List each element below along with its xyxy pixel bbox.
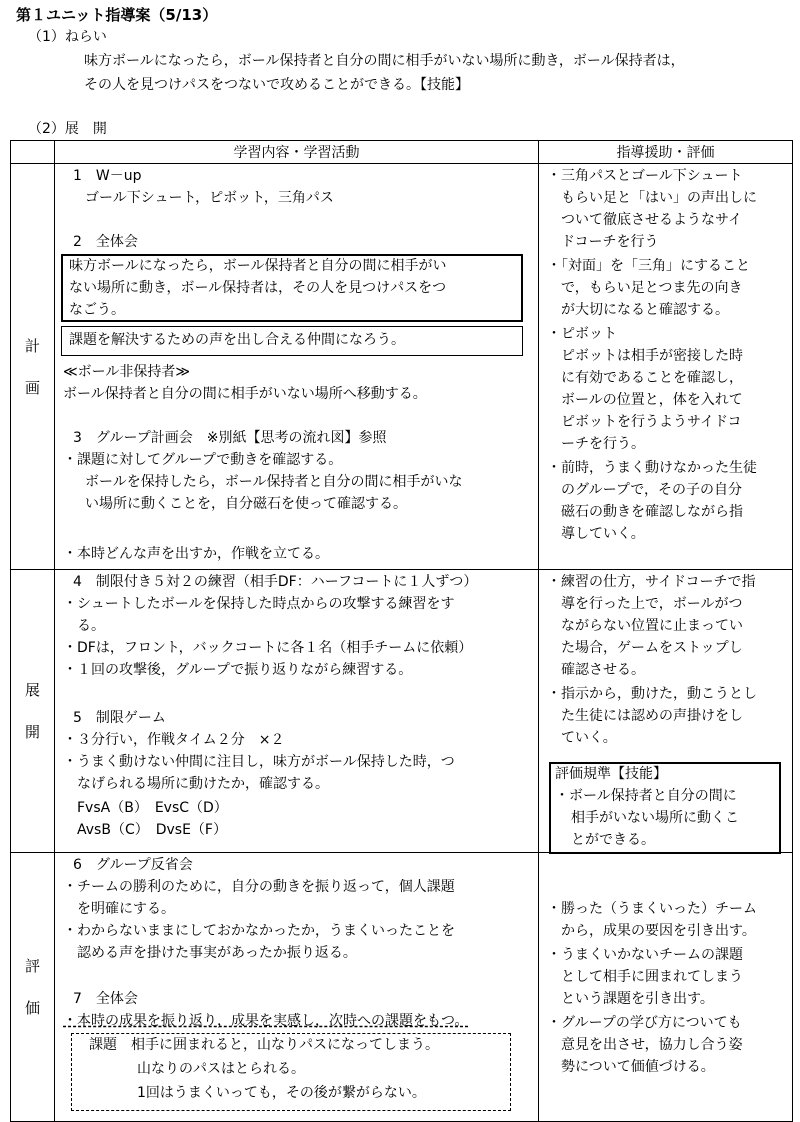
develop-content-line: ・うまく動けない仲間に注目し，味方がボール保持した時，つ <box>63 754 455 770</box>
evaluation-criteria-line: 相手がいない場所に動くこ <box>571 810 739 826</box>
plan-content-line: ゴール下シュート，ピボット，三角パス <box>85 190 334 206</box>
goal-line: 味方ボールになったら，ボール保持者と自分の間に相手がい <box>69 258 447 274</box>
plan-support-line: ピボットは相手が密接した時 <box>561 348 743 364</box>
evaluation-criteria-line: 評価規準【技能】 <box>555 766 667 782</box>
develop-support-line: 導を行った上で，ボールがつ <box>561 596 743 612</box>
phase-develop-char-2: 開 <box>24 723 40 741</box>
plan-support-line: ついて徹底させるようなサイ <box>561 212 743 228</box>
develop-content-line: FvsA（B） EvsC（D） <box>77 800 228 816</box>
task-line: 課題を解決するための声を出し合える仲間になろう。 <box>69 332 405 348</box>
plan-support-line: ・ピボット <box>547 326 617 342</box>
evaluate-content-line: ・チームの勝利のために，自分の動きを振り返って，個人課題 <box>63 879 455 895</box>
evaluate-support-line: ・グループの学び方についても <box>547 1015 742 1031</box>
plan-content-line: ・本時どんな声を出すか，作戦を立てる。 <box>63 546 329 562</box>
plan-support-line: ・「対面」を「三角」にすること <box>547 258 750 274</box>
develop-content-line: ・１回の攻撃後，グループで振り返りながら練習する。 <box>63 662 413 678</box>
develop-support-cell <box>539 570 793 853</box>
evaluate-content-line: を明確にする。 <box>77 901 175 917</box>
lesson-plan-table <box>10 140 793 1122</box>
plan-content-line: 1 W－up <box>73 168 142 184</box>
evaluate-support-line: 意見を出させ，協力し合う姿 <box>561 1037 743 1053</box>
develop-support-line: ながらない位置に止まってい <box>561 618 743 634</box>
header-phase <box>11 141 55 164</box>
plan-content-line: ・課題に対してグループで動きを確認する。 <box>63 452 343 468</box>
develop-support-line: ていく。 <box>561 730 617 746</box>
task-dashed-line: 1回はうまくいっても，その後が繋がらない。 <box>137 1085 426 1101</box>
evaluate-content-line: 6 グループ反省会 <box>73 857 193 873</box>
page-title: 第１ユニット指導案（5/13） <box>16 6 218 24</box>
evaluate-support-line: から，成果の要因を引き出す。 <box>561 923 756 939</box>
aim-line-2: その人を見つけパスをつないで攻めることができる。【技能】 <box>84 77 469 93</box>
plan-support-line: ピボットを行うようサイドコ <box>561 414 742 430</box>
header-support: 指導援助・評価 <box>539 141 793 164</box>
phase-evaluate <box>11 853 55 1122</box>
plan-support-line: で，もらい足とつま先の向き <box>561 280 743 296</box>
plan-support-line: ・三角パスとゴール下シュート <box>547 168 743 184</box>
develop-support-line: た場合，ゲームをストップし <box>561 640 743 656</box>
develop-content-line: る。 <box>77 618 105 634</box>
goal-line: なごう。 <box>69 302 125 318</box>
plan-support-line: のグループで，その子の自分 <box>561 482 743 498</box>
develop-content-line: ・３分行い，作戦タイム２分 ×２ <box>63 732 285 748</box>
develop-content-line: AvsB（C） DvsE（F） <box>77 822 227 838</box>
plan-support-line: ーチを行う。 <box>561 436 645 452</box>
evaluate-support-line: ・勝った（うまくいった）チーム <box>547 901 757 917</box>
evaluation-criteria-line: とができる。 <box>571 832 655 848</box>
plan-content-line: い場所に動くことを，自分磁石を使って確認する。 <box>85 496 407 512</box>
task-dashed-line: 山なりのパスはとられる。 <box>137 1061 305 1077</box>
phase-evaluate-char-1: 評 <box>24 957 40 975</box>
plan-content-line: 2 全体会 <box>73 234 138 250</box>
plan-support-line: 導していく。 <box>561 526 645 542</box>
plan-content-line: ボールを保持したら，ボール保持者と自分の間に相手がいな <box>85 474 463 490</box>
develop-support-line: 確認させる。 <box>561 662 645 678</box>
evaluate-content-line: ・わからないままにしておかなかったか，うまくいったことを <box>63 923 455 939</box>
aim-line-1: 味方ボールになったら，ボール保持者と自分の間に相手がいない場所に動き，ボール保持者は， <box>84 53 685 69</box>
phase-plan <box>11 164 55 570</box>
task-dashed-line: 課題 相手に囲まれると，山なりパスになってしまう。 <box>89 1037 439 1053</box>
evaluate-content-line: ・本時の成果を振り返り，成果を実感し，次時への課題をもつ。 <box>63 1013 469 1029</box>
develop-support-line: ・指示から，動けた，動こうとし <box>547 686 757 702</box>
develop-content-line: ・シュートしたボールを保持した時点からの攻撃する練習をす <box>63 596 455 612</box>
plan-support-line: 磁石の動きを確認しながら指 <box>561 504 743 520</box>
evaluate-support-line: 勢について価値づける。 <box>561 1059 715 1075</box>
plan-support-cell <box>539 164 793 570</box>
development-heading: （2）展 開 <box>28 121 107 137</box>
evaluate-content-cell <box>55 853 539 1122</box>
phase-plan-char-1: 計 <box>24 336 40 355</box>
plan-content-cell <box>55 164 539 570</box>
phase-evaluate-char-2: 価 <box>24 999 40 1017</box>
develop-support-line: ・練習の仕方，サイドコーチで指 <box>547 574 756 590</box>
evaluate-support-cell <box>539 853 793 1122</box>
plan-support-line: ・前時，うまく動けなかった生徒 <box>547 460 757 476</box>
plan-content-line: ボール保持者と自分の間に相手がいない場所へ移動する。 <box>63 386 427 402</box>
evaluate-content-line: 7 全体会 <box>73 991 138 1007</box>
plan-support-line: に有効であることを確認し， <box>561 370 743 386</box>
plan-support-line: ドコーチを行う <box>561 234 659 250</box>
develop-support-line: た生徒には認めの声掛けをし <box>561 708 743 724</box>
aim-heading: （1）ねらい <box>28 29 107 45</box>
plan-support-line: が大切になると確認する。 <box>561 302 729 318</box>
evaluate-support-line: として相手に囲まれてしまう <box>561 969 743 985</box>
develop-content-line: なげられる場所に動けたか，確認する。 <box>77 776 329 792</box>
plan-support-line: ボールの位置と，体を入れて <box>561 392 743 408</box>
plan-support-line: もらい足と「はい」の声出しに <box>561 190 757 206</box>
develop-content-line: 5 制限ゲーム <box>73 710 166 726</box>
develop-content-line: ・DFは，フロント，バックコートに各１名（相手チームに依頼） <box>63 640 473 656</box>
evaluation-criteria-line: ・ボール保持者と自分の間に <box>555 788 737 804</box>
phase-develop-char-1: 展 <box>24 681 40 699</box>
header-content: 学習内容・学習活動 <box>55 141 539 164</box>
evaluate-content-line: 認める声を掛けた事実があったか振り返る。 <box>77 945 357 961</box>
phase-plan-char-2: 画 <box>24 378 40 397</box>
develop-content-cell <box>55 570 539 853</box>
phase-develop <box>11 570 55 853</box>
plan-content-line: ≪ボール非保持者≫ <box>63 364 191 380</box>
evaluate-support-line: という課題を引き出す。 <box>561 991 714 1007</box>
plan-content-line: 3 グループ計画会 ※別紙【思考の流れ図】参照 <box>73 430 387 446</box>
develop-content-line: 4 制限付き５対２の練習（相手DF：ハーフコートに１人ずつ） <box>73 574 478 590</box>
evaluate-support-line: ・うまくいかないチームの課題 <box>547 947 743 963</box>
goal-line: ない場所に動き，ボール保持者は，その人を見つけパスをつ <box>69 280 447 296</box>
